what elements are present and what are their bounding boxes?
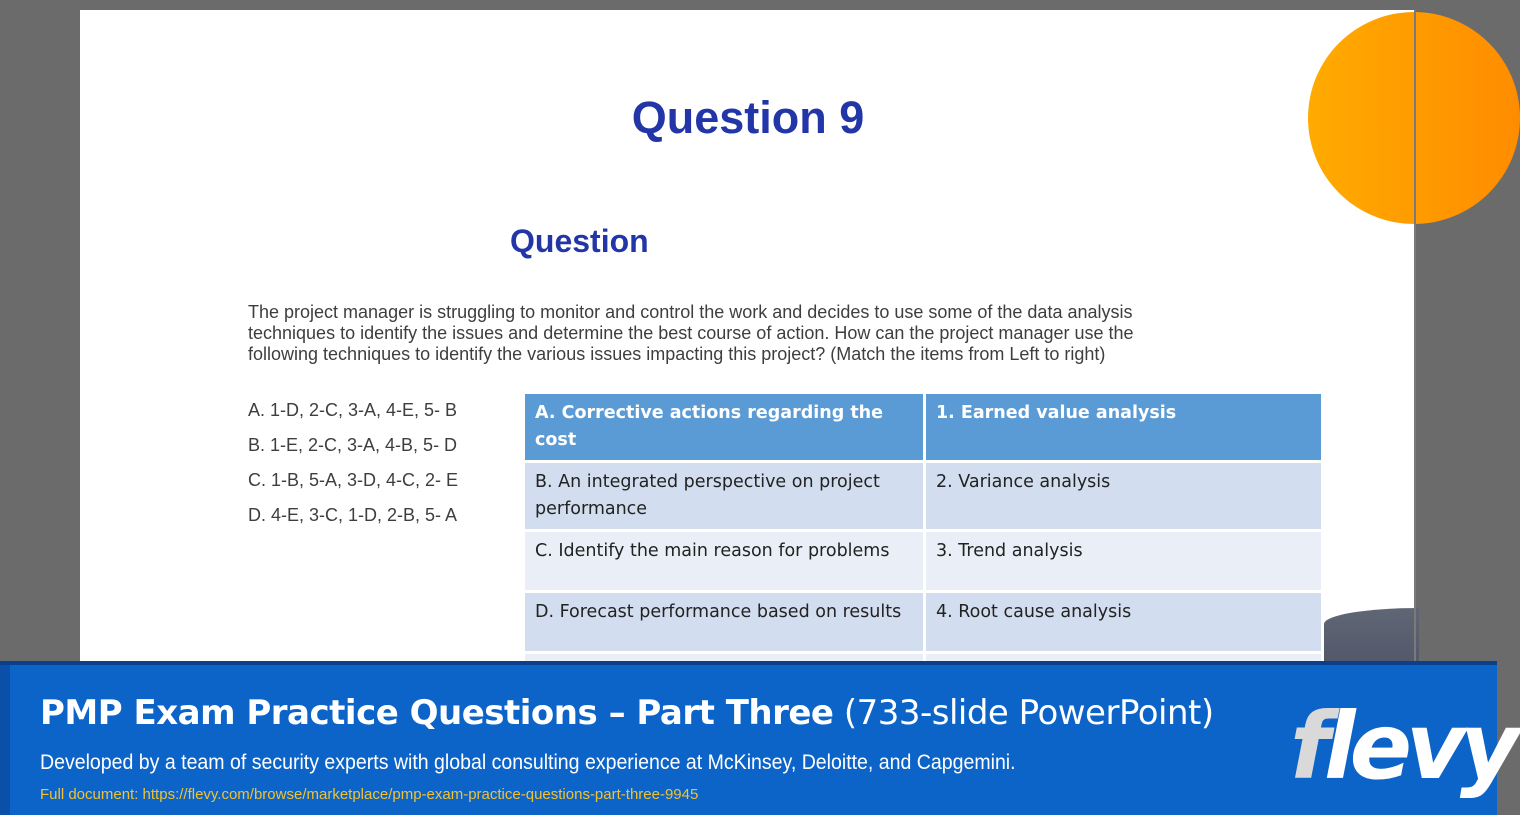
logo-rest: levy xyxy=(1324,693,1514,800)
table-cell-right: 3. Trend analysis xyxy=(925,531,1323,592)
table-row xyxy=(524,592,1323,653)
table-row xyxy=(524,462,1323,531)
table-cell-left: C. Identify the main reason for problems xyxy=(524,531,925,592)
answer-option-a: A. 1-D, 2-C, 3-A, 4-E, 5- B xyxy=(248,400,458,420)
table-header-cell-left: A. Corrective actions regarding the cost xyxy=(524,393,925,462)
banner-subtitle: Developed by a team of security experts with global consulting experience at McKinsey, Deloitte, and Capgemini. xyxy=(40,751,1016,774)
answer-options xyxy=(248,399,458,539)
question-text: The project manager is struggling to monitor and control the work and decides to use some of the data analysis techniques to identify the issues and determine the best course of action. How can the project manager use the following techniques to identify the various issues impacting this project? (Match the items from Left to right) xyxy=(248,302,1134,364)
flevy-logo[interactable] xyxy=(1290,693,1514,800)
banner-title xyxy=(40,693,1214,733)
table-row xyxy=(524,531,1323,592)
table-cell-left: D. Forecast performance based on results xyxy=(524,592,925,653)
banner-title-main: PMP Exam Practice Questions – Part Three xyxy=(40,693,834,733)
table-header-row xyxy=(524,393,1323,462)
banner-strip xyxy=(0,665,10,815)
document-link[interactable]: Full document: https://flevy.com/browse/marketplace/pmp-exam-practice-questions-part-three-9945 xyxy=(40,786,699,803)
table-cell-right: 2. Variance analysis xyxy=(925,462,1323,531)
table-cell-right: 4. Root cause analysis xyxy=(925,592,1323,653)
slide-title: Question 9 xyxy=(631,92,865,143)
promo-banner xyxy=(0,661,1514,815)
logo-letter-f: f xyxy=(1290,693,1325,800)
answer-option-b: B. 1-E, 2-C, 3-A, 4-B, 5- D xyxy=(248,435,458,455)
section-heading: Question xyxy=(510,223,649,259)
answer-option-d: D. 4-E, 3-C, 1-D, 2-B, 5- A xyxy=(248,505,458,525)
answer-option-c: C. 1-B, 5-A, 3-D, 4-C, 2- E xyxy=(248,470,459,490)
slide xyxy=(80,10,1416,670)
table-header-cell-right: 1. Earned value analysis xyxy=(925,393,1323,462)
banner-title-detail: (733-slide PowerPoint) xyxy=(843,693,1214,733)
table-cell-left: B. An integrated perspective on project performance xyxy=(524,462,925,531)
